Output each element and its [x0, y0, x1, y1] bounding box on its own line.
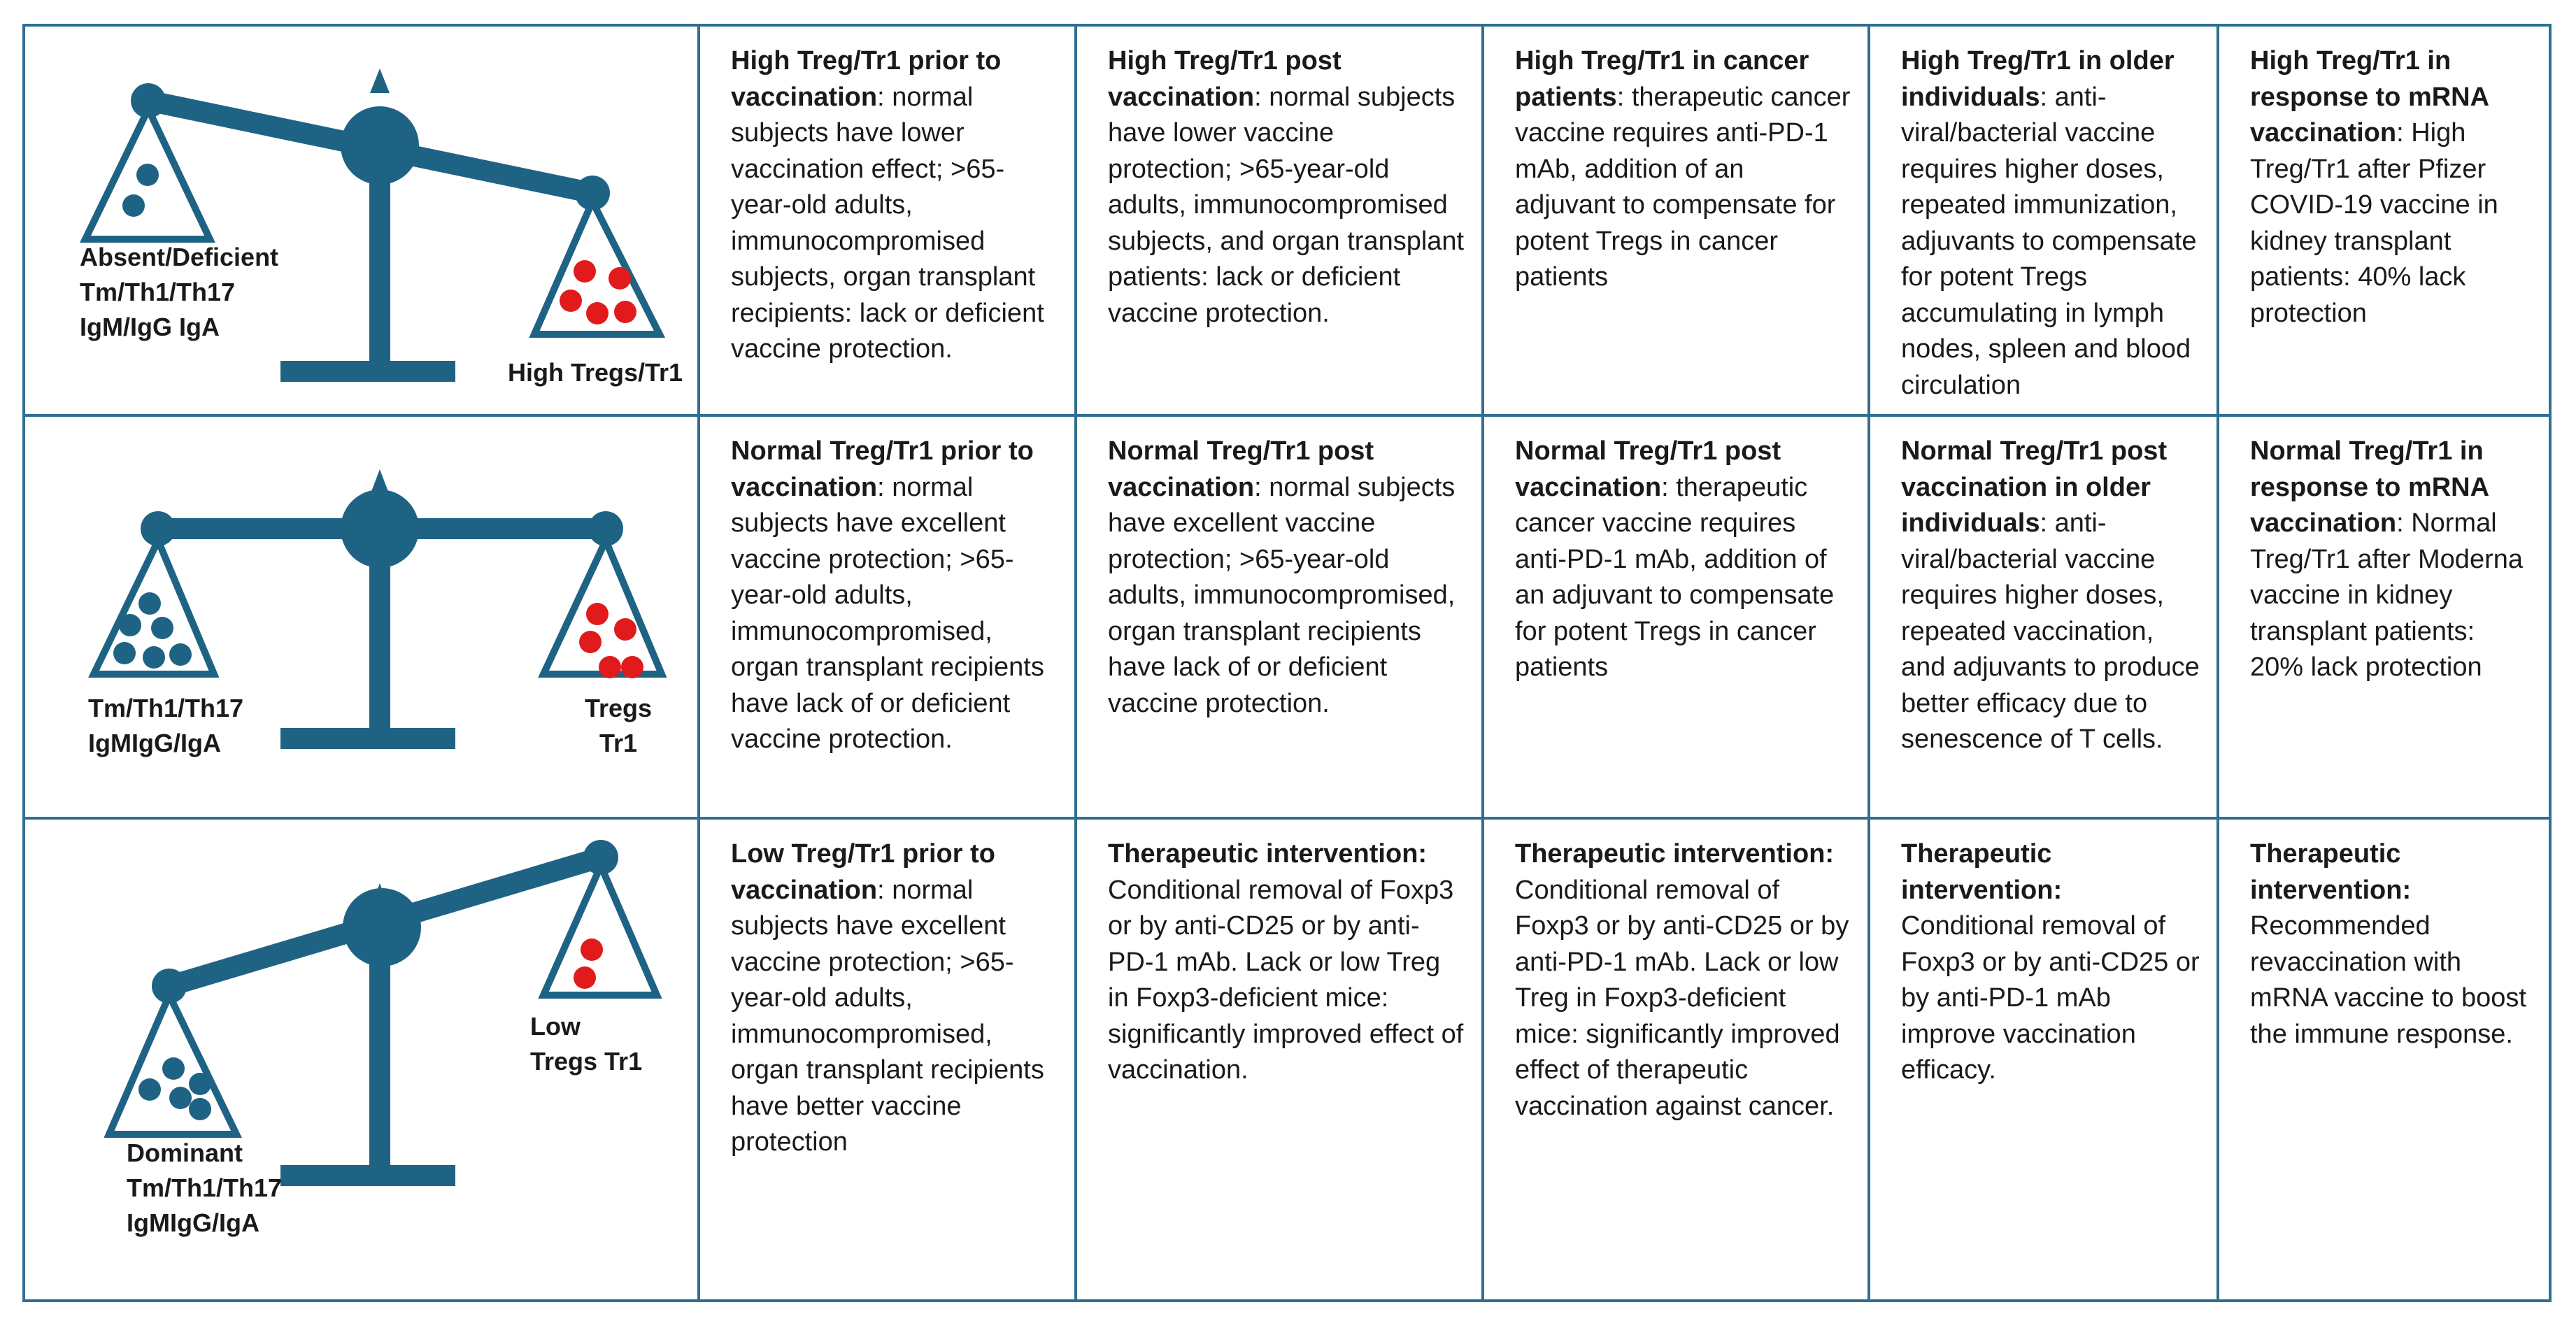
scale-right-label: High Tregs/Tr1: [508, 358, 683, 387]
scale-left-label: Tm/Th1/Th17 IgMIgG/IgA: [88, 694, 244, 757]
cell-therapy-mrna: Therapeutic intervention: Recommended revaccination with mRNA vaccine to boost the immune response.: [2250, 839, 2526, 1049]
cell-high-cancer: High Treg/Tr1 in cancer patients: therapeutic cancer vaccine requires anti-PD-1 mAb, addition of an adjuvant to compensate for potent Tregs in cancer patients: [1515, 46, 1851, 292]
cell-high-mrna: High Treg/Tr1 in response to mRNA vaccination: High Treg/Tr1 after Pfizer COVID-19 vaccine in kidney transplant patients: 40% lack protection: [2250, 46, 2498, 328]
cell-high-post: High Treg/Tr1 post vaccination: normal subjects have lower vaccine protection; >65-year-old adults, immunocompromised subjects, and organ transplant patients: lack or deficient vaccine protection.: [1108, 46, 1465, 328]
cell-normal-post: Normal Treg/Tr1 post vaccination: normal subjects have excellent vaccine protection; >65-year-old adults, immunocompromised, organ transplant recipients have lack of or deficient vaccine protection.: [1108, 436, 1456, 718]
scale-left-label: Dominant Tm/Th1/Th17 IgMIgG/IgA: [127, 1138, 283, 1237]
cell-normal-older: Normal Treg/Tr1 post vaccination in older individuals: anti-viral/bacterial vaccine requires higher doses, repeated vaccination, and adjuvants to produce better efficacy due to senescence of T cells.: [1901, 436, 2200, 754]
cell-normal-mrna: Normal Treg/Tr1 in response to mRNA vaccination: Normal Treg/Tr1 after Moderna vaccine in kidney transplant patients: 20% lack protection: [2250, 436, 2524, 682]
cell-therapy-older: Therapeutic intervention: Conditional removal of Foxp3 or by anti-CD25 or by anti-PD-1 mAb improve vaccination efficacy.: [1901, 839, 2200, 1085]
cell-therapy-mice: Therapeutic intervention: Conditional removal of Foxp3 or by anti-CD25 or by anti-PD-1 mAb. Lack or low Treg in Foxp3-deficient mice: significantly improved effect of vaccination.: [1108, 839, 1464, 1085]
cell-therapy-cancer: Therapeutic intervention: Conditional removal of Foxp3 or by anti-CD25 or by anti-PD-1 mAb. Lack or low Treg in Foxp3-deficient mice: significantly improved effect of therapeutic vaccination against cancer.: [1515, 839, 1849, 1121]
scale-right-label: Tregs Tr1: [585, 694, 653, 757]
scale-right-label: Low Tregs Tr1: [530, 1012, 643, 1076]
cell-low-prior: Low Treg/Tr1 prior to vaccination: normal subjects have excellent vaccine protection; >65-year-old adults, immunocompromised, organ transplant recipients have better vaccine protection: [731, 839, 1044, 1157]
cell-normal-prior: Normal Treg/Tr1 prior to vaccination: normal subjects have excellent vaccine protection; >65-year-old adults, immunocompromised, organ transplant recipients have lack of or deficient vaccine protection.: [731, 436, 1044, 754]
cell-high-prior: High Treg/Tr1 prior to vaccination: normal subjects have lower vaccination effect; >65-year-old adults, immunocompromised subjects, organ transplant recipients: lack or deficient vaccine protection.: [731, 46, 1044, 364]
cell-high-older: High Treg/Tr1 in older individuals: anti-viral/bacterial vaccine requires higher doses, repeated immunization, adjuvants to compensate for potent Tregs accumulating in lymph nodes, spleen and blood circulation: [1901, 46, 2197, 400]
comparison-table: [22, 24, 2552, 1302]
scale-left-label: Absent/Deficient Tm/Th1/Th17 IgM/IgG IgA: [80, 243, 279, 341]
balance-scale-tilted-left-icon: [25, 27, 697, 1305]
cell-normal-cancer: Normal Treg/Tr1 post vaccination: therapeutic cancer vaccine requires anti-PD-1 mAb, addition of an adjuvant to compensate for potent Tregs in cancer patients: [1515, 436, 1835, 682]
